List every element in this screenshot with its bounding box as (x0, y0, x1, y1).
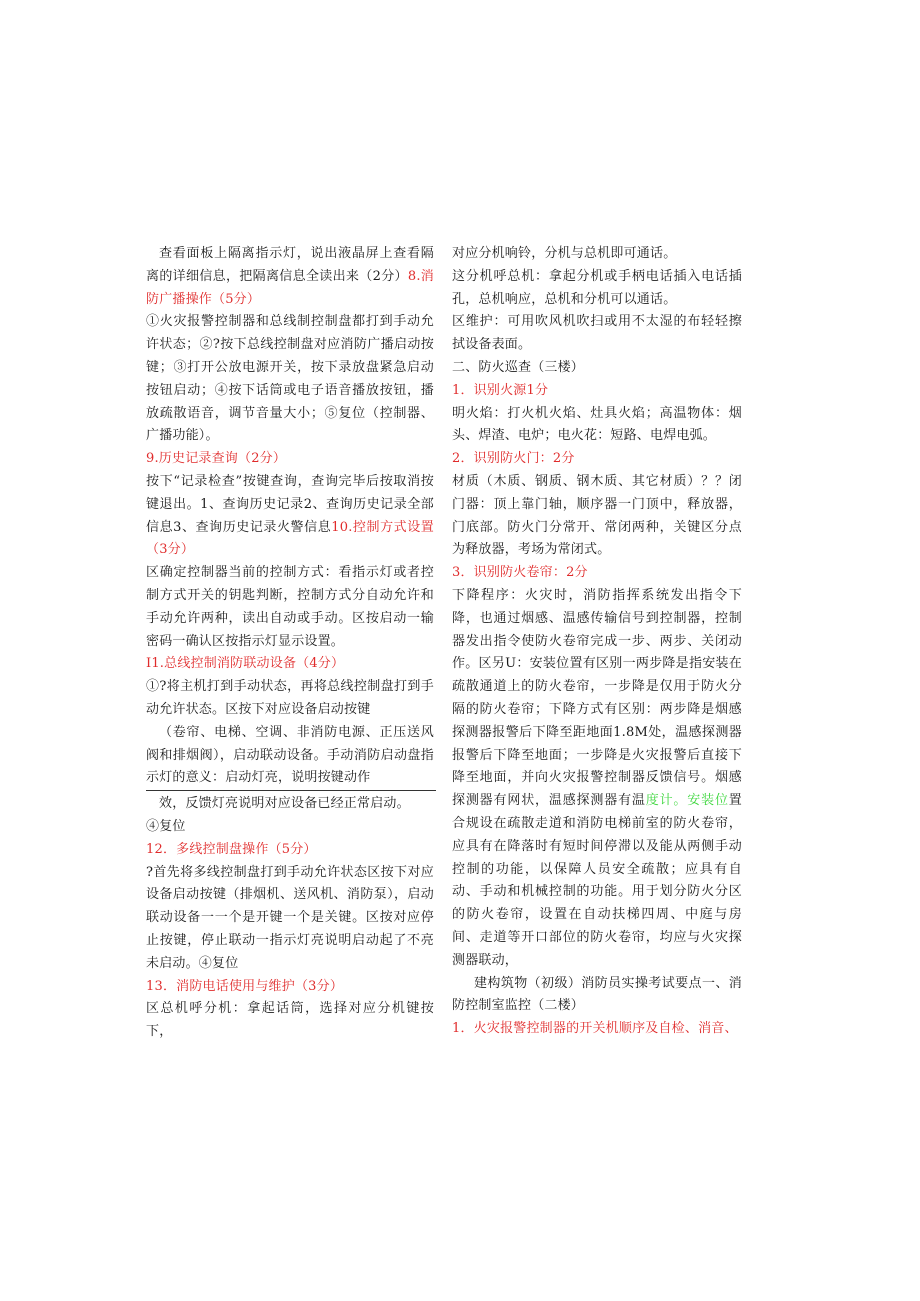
heading-identify-fire-source: 1．识别火源1分 (452, 382, 549, 398)
paragraph-bus-linkage-1: ①?将主机打到手动状态，再将总线控制盘打到手动允许状态。区按下对应设备启动按键 (146, 679, 434, 717)
paragraph-isolation-info (146, 243, 434, 311)
history-query-text: 按下“记录检查”按键查询，查询完毕后按取消按键退出。1、查询历史记录2、查询历史记录全部信息3、查询历史记录火警信息 (146, 473, 434, 535)
shutter-text-a: 下降程序：火灾时，消防指挥系统发出指令下降，也通过烟感、温感传输信号到控制器，控制器发出指令使防火卷帘完成一步、两步、关闭动作。区另U：安装位置有区别一两步降是指安装在疏散通道上的防火卷帘，一步降是仅用于防火分隔的防火卷帘；下降方式有区别：两步降是烟感探测器报警后下降至距地面1.8M处，温感探测器报警后下降至地面；一步降是火灾报警后直接下降至地面，并向火灾报警控制器反馈信号。烟感探测器有网状，温感探测器有温 (452, 587, 742, 809)
heading-control-mode: 10.控制方式设置（3分） (146, 519, 434, 558)
divider-line (146, 790, 436, 791)
paragraph-broadcast-steps: ①火灾报警控制器和总线制控制盘都打到手动允许状态；②?按下总线控制盘对应消防广播启动按键；③打开公放电源开关，按下录放盘紧急启动按钮启动；④按下话筒或电子语音播放按钮，播放疏散语音，调节音量大小；⑤复位（控制器、广播功能）。 (146, 314, 434, 444)
heading-bus-linkage: I1.总线控制消防联动设备（4分） (146, 656, 345, 672)
heading-history-query: 9.历史记录查询（2分） (146, 451, 287, 467)
paragraph-bus-linkage-2: （卷帘、电梯、空调、非消防电源、正压送风阀和排烟阀），启动联动设备。手动消防启动盘指示灯的意义：启动灯亮，说明按键动作 (146, 724, 434, 786)
paragraph-shutter (452, 585, 742, 973)
heading-multiline-panel: 12．多线控制盘操作（5分） (146, 841, 317, 857)
heading-alarm-controller: 1．火灾报警控制器的开关机顺序及自检、消音、 (452, 1021, 738, 1037)
heading-identify-fire-door: 2．识别防火门：2分 (452, 451, 575, 467)
section-fire-patrol: 二、防火巡查（三楼） (452, 359, 585, 375)
isolation-info-text: 查看面板上隔离指示灯，说出液晶屏上查看隔离的详细信息，把隔离信息全读出来（2分） (146, 246, 434, 284)
paragraph-bus-linkage-3: 效，反馈灯亮说明对应设备已经正常启动。 (159, 796, 410, 812)
paragraph-exam-title: 建构筑物（初级）消防员实操考试要点一、消防控制室监控（二楼） (452, 975, 742, 1014)
heading-broadcast: 8.消防广播操作（5分） (146, 268, 434, 307)
right-column (452, 243, 742, 1041)
left-column (146, 243, 434, 1044)
paragraph-reset: ④复位 (146, 818, 186, 834)
paragraph-maintenance: 区维护：可用吹风机吹扫或用不太湿的布轻轻擦拭设备表面。 (452, 314, 742, 353)
paragraph-multiline-panel: ?首先将多线控制盘打到手动允许状态区按下对应设备启动按键（排烟机、送风机、消防泵），启动联动设备一一个是开键一个是关键。区按对应停止按键，停止联动一指示灯亮说明启动起了不亮未启动。④复位 (146, 864, 434, 971)
paragraph-history-query (146, 471, 434, 562)
paragraph-fire-door: 材质（木质、钢质、钢木质、其它材质）？？闭门器：顶上靠门轴，顺序器一门顶中，释放器，门底部。防火门分常开、常闭两种，关键区分点为释放器，考场为常闭式。 (452, 473, 742, 558)
heading-fire-phone: 13．消防电话使用与维护（3分） (146, 978, 344, 994)
paragraph-fire-phone: 区总机呼分机：拿起话筒，选择对应分机键按下， (146, 1001, 434, 1040)
paragraph-control-mode: 区确定控制器当前的控制方式：看指示灯或者控制方式开关的钥匙判断，控制方式分自动允许和手动允许两种，读出自动或手动。区按启动一输密码一确认区按指示灯显示设置。 (146, 565, 434, 649)
paragraph-extension-call: 这分机呼总机：拿起分机或手柄电话插入电话插孔，总机响应，总机和分机可以通话。 (452, 268, 742, 307)
shutter-text-b: 置合规设在疏散走道和消防电梯前室的防火卷帘，应具有在降落时有短时间停滞以及能从两侧手动控制的功能，以保障人员安全疏散；应具有自动、手动和机械控制的功能。用于划分防火分区的防火卷帘，设置在自动扶梯四周、中庭与房间、走道等开口部位的防火卷帘，均应与火灾探测器联动， (452, 793, 742, 968)
paragraph-extension-ring: 对应分机响铃，分机与总机即可通话。 (452, 246, 677, 261)
paragraph-fire-source: 明火焰：打火机火焰、灶具火焰；高温物体：烟头、焊渣、电炉；电火花：短路、电焊电弧。 (452, 405, 742, 444)
shutter-text-highlight: 度计。安装位 (645, 793, 729, 809)
heading-identify-shutter: 3．识别防火卷帘：2分 (452, 565, 588, 581)
